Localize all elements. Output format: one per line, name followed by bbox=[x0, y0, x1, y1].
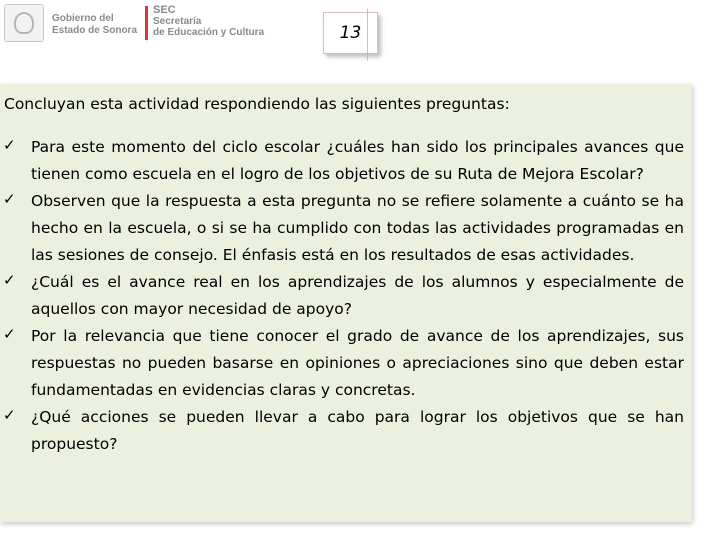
list-item bbox=[0, 269, 684, 323]
sec-accent-bar bbox=[145, 6, 148, 40]
sec-line2: de Educación y Cultura bbox=[153, 27, 265, 38]
question-list bbox=[0, 134, 684, 458]
intro-text: Concluyan esta actividad respondiendo las siguientes preguntas: bbox=[4, 95, 510, 113]
list-item bbox=[0, 134, 684, 188]
question-text: Para este momento del ciclo escolar ¿cuáles han sido los principales avances que tienen como escuela en el logro de los objetivos de su Ruta de Mejora Escolar? bbox=[31, 138, 684, 183]
list-item bbox=[0, 404, 684, 458]
question-text: ¿Cuál es el avance real en los aprendizajes de los alumnos y especialmente de aquellos con mayor necesidad de apoyo? bbox=[31, 273, 684, 318]
check-icon: ✓ bbox=[3, 190, 16, 208]
page-number-label: 13 bbox=[339, 23, 362, 43]
check-icon: ✓ bbox=[3, 406, 16, 424]
sec-logo-text bbox=[153, 5, 264, 38]
gob-line1: Gobierno del bbox=[52, 13, 114, 24]
sec-line1: Secretaría bbox=[153, 16, 202, 27]
gob-line2: Estado de Sonora bbox=[52, 25, 138, 36]
question-text: Observen que la respuesta a esta pregunta no se refiere solamente a cuánto se ha hecho en la escuela, o si se ha cumplido con todas las actividades programadas en las sesiones de consejo. El énfasis está en los resultados de esas actividades. bbox=[31, 192, 684, 264]
sec-abbr: SEC bbox=[153, 4, 176, 16]
check-icon: ✓ bbox=[3, 271, 16, 289]
header bbox=[0, 0, 720, 60]
question-text: Por la relevancia que tiene conocer el grado de avance de los aprendizajes, sus respuestas no pueden basarse en opiniones o apreciaciones sino que deben estar fundamentadas en evidencias claras y concretas. bbox=[31, 327, 684, 399]
check-icon: ✓ bbox=[3, 136, 16, 154]
state-government-logo-text bbox=[52, 13, 137, 37]
list-item bbox=[0, 188, 684, 269]
check-icon: ✓ bbox=[3, 325, 16, 343]
list-item bbox=[0, 323, 684, 404]
page-number bbox=[323, 12, 378, 54]
activity-panel bbox=[0, 84, 692, 522]
question-text: ¿Qué acciones se pueden llevar a cabo para lograr los objetivos que se han propuesto? bbox=[31, 408, 684, 453]
state-seal-logo bbox=[4, 4, 44, 42]
